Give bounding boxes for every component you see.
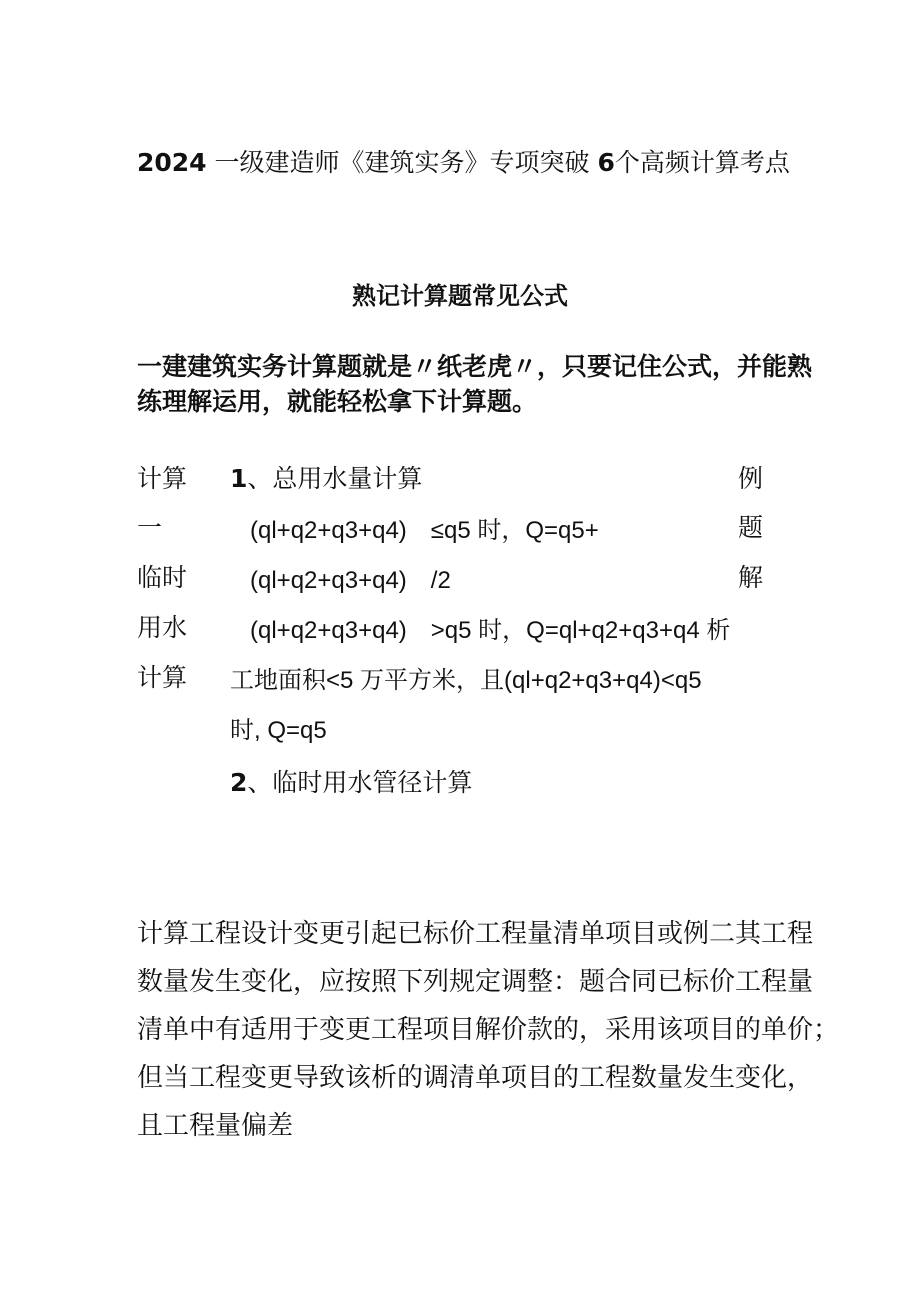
document-title xyxy=(137,146,790,180)
left-col-line: 临时 xyxy=(137,563,188,592)
item-2-title: 、临时用水管径计算 xyxy=(247,768,473,797)
title-count: 6 xyxy=(597,148,615,177)
formula-2: (ql+q2+q3+q4) >q5 时，Q=ql+q2+q3+q4 析 xyxy=(250,617,731,644)
formula-1a: (ql+q2+q3+q4) ≤q5 时，Q=q5+ xyxy=(250,517,599,544)
left-col-line: 用水 xyxy=(137,613,188,642)
paragraph-line: 计算工程设计变更引起已标价工程量清单项目或例二其工程 xyxy=(137,919,814,949)
left-col-line: 一 xyxy=(137,513,163,542)
formula-3a: 工地面积<5 万平方米，且(ql+q2+q3+q4)<q5 xyxy=(230,667,702,694)
right-column xyxy=(738,465,763,603)
right-col-line: 例 xyxy=(738,464,764,493)
section-heading: 熟记计算题常见公式 xyxy=(352,282,568,310)
item-1-heading xyxy=(230,462,422,496)
title-year: 2024 xyxy=(137,148,207,177)
formula-1b: (ql+q2+q3+q4) /2 xyxy=(250,567,451,594)
formula-3b: 时, Q=q5 xyxy=(230,717,327,744)
paragraph-line: 清单中有适用于变更工程项目解价款的，采用该项目的单价； xyxy=(137,1015,840,1045)
item-2-heading xyxy=(230,766,472,800)
lead-line-2: 练理解运用，就能轻松拿下计算题。 xyxy=(137,387,538,416)
item-2-number: 2 xyxy=(230,768,248,797)
item-1-title: 、总用水量计算 xyxy=(247,464,423,493)
title-text: 一级建造师《建筑实务》专项突破 xyxy=(214,148,590,177)
right-col-line: 题 xyxy=(738,513,764,542)
right-col-line: 解 xyxy=(738,563,764,592)
paragraph-line: 数量发生变化，应按照下列规定调整：题合同已标价工程量 xyxy=(137,967,814,997)
left-column xyxy=(137,465,187,703)
body-paragraph xyxy=(137,910,839,1150)
left-col-line: 计算 xyxy=(137,464,188,493)
title-text-2: 个高频计算考点 xyxy=(614,148,790,177)
paragraph-line: 但当工程变更导致该析的调清单项目的工程数量发生变化， xyxy=(137,1063,814,1093)
left-col-line: 计算 xyxy=(137,663,188,692)
paragraph-line: 且工程量偏差 xyxy=(137,1111,294,1141)
item-1-number: 1 xyxy=(230,464,248,493)
lead-line-1: 一建建筑实务计算题就是〃纸老虎〃，只要记住公式，并能熟 xyxy=(137,352,813,381)
